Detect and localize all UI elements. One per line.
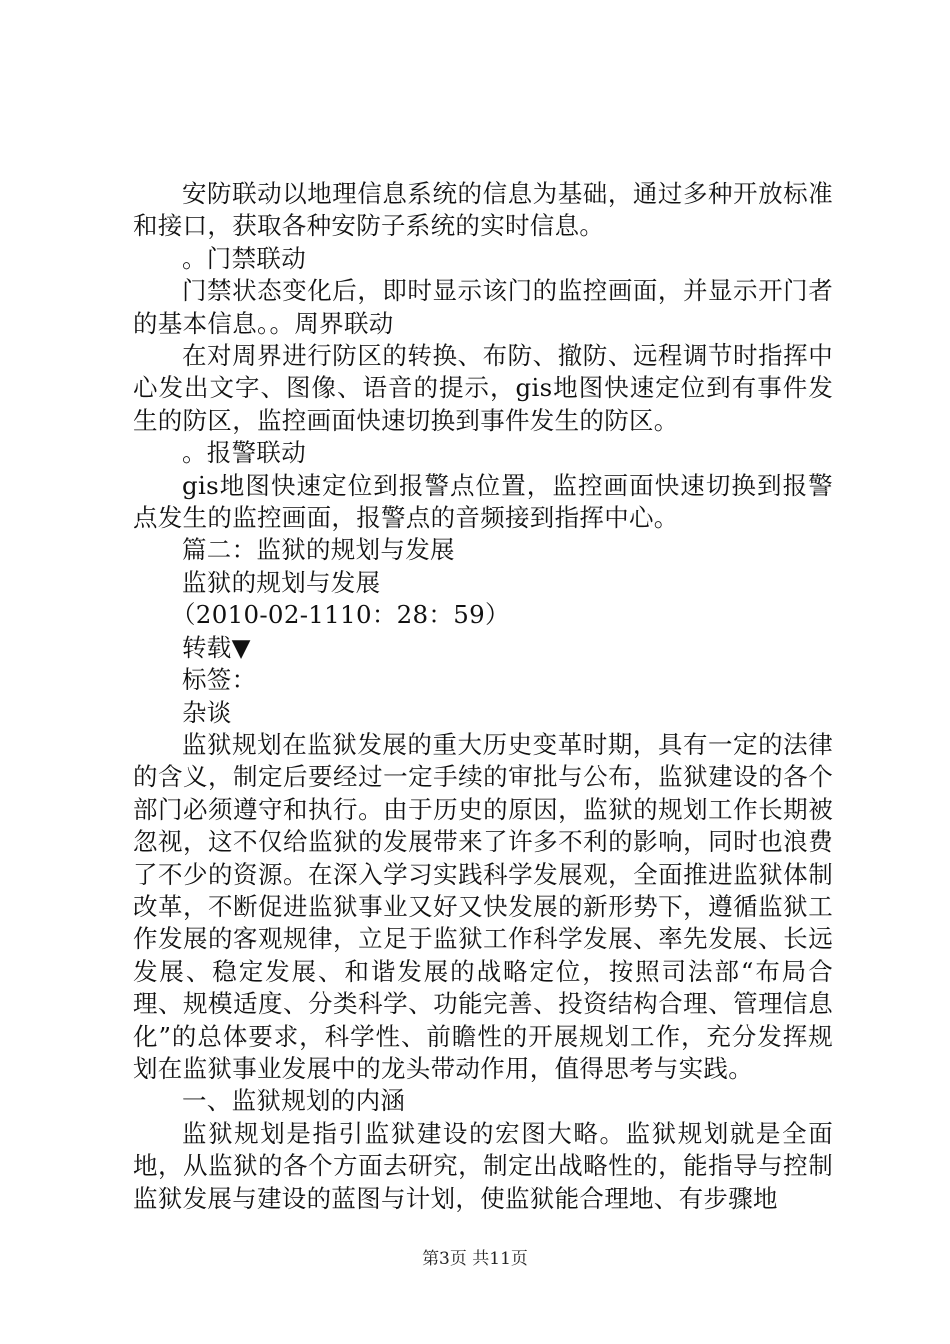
paragraph: 门禁状态变化后，即时显示该门的监控画面，并显示开门者的基本信息。。周界联动 (133, 276, 833, 338)
paragraph: 监狱规划在监狱发展的重大历史变革时期，具有一定的法律的含义，制定后要经过一定手续的审批与公布，监狱建设的各个部门必须遵守和执行。由于历史的原因，监狱的规划工作长期被忽视，这不仅给监狱的发展带来了许多不利的影响，同时也浪费了不少的资源。在深入学习实践科学发展观，全面推进监狱体制改革，不断促进监狱事业又好又快发展的新形势下，遵循监狱工作发展的客观规律，立足于监狱工作科学发展、率先发展、长远发展、稳定发展、和谐发展的战略定位，按照司法部“布局合理、规模适度、分类科学、功能完善、投资结构合理、管理信息化”的总体要求，科学性、前瞻性的开展规划工作，充分发挥规划在监狱事业发展中的龙头带动作用，值得思考与实践。 (133, 729, 834, 1083)
page-number-footer: 第3页 共11页 (422, 1249, 528, 1269)
repost-label: 转载▼ (182, 632, 251, 662)
document-body (133, 178, 833, 1215)
section-heading: 篇二：监狱的规划与发展 (182, 535, 455, 565)
article-timestamp: （2010-02-1110：28：59） (171, 600, 510, 630)
paragraph: 监狱规划是指引监狱建设的宏图大略。监狱规划就是全面地，从监狱的各个方面去研究，制定出战略性的，能指导与控制监狱发展与建设的蓝图与计划，使监狱能合理地、有步骤地 (133, 1118, 833, 1213)
tags-label: 标签： (182, 665, 257, 695)
paragraph: 。门禁联动 (182, 243, 306, 273)
paragraph: gis地图快速定位到报警点位置，监控画面快速切换到报警点发生的监控画面，报警点的音频接到指挥中心。 (133, 470, 833, 533)
subsection-heading: 一、监狱规划的内涵 (182, 1086, 406, 1116)
paragraph: 在对周界进行防区的转换、布防、撤防、远程调节时指挥中心发出文字、图像、语音的提示，gis地图快速定位到有事件发生的防区，监控画面快速切换到事件发生的防区。 (133, 341, 833, 435)
paragraph: 。报警联动 (182, 438, 306, 468)
tag-value: 杂谈 (182, 697, 232, 727)
article-title: 监狱的规划与发展 (182, 567, 381, 597)
paragraph: 安防联动以地理信息系统的信息为基础，通过多种开放标准和接口，获取各种安防子系统的实时信息。 (133, 179, 833, 241)
